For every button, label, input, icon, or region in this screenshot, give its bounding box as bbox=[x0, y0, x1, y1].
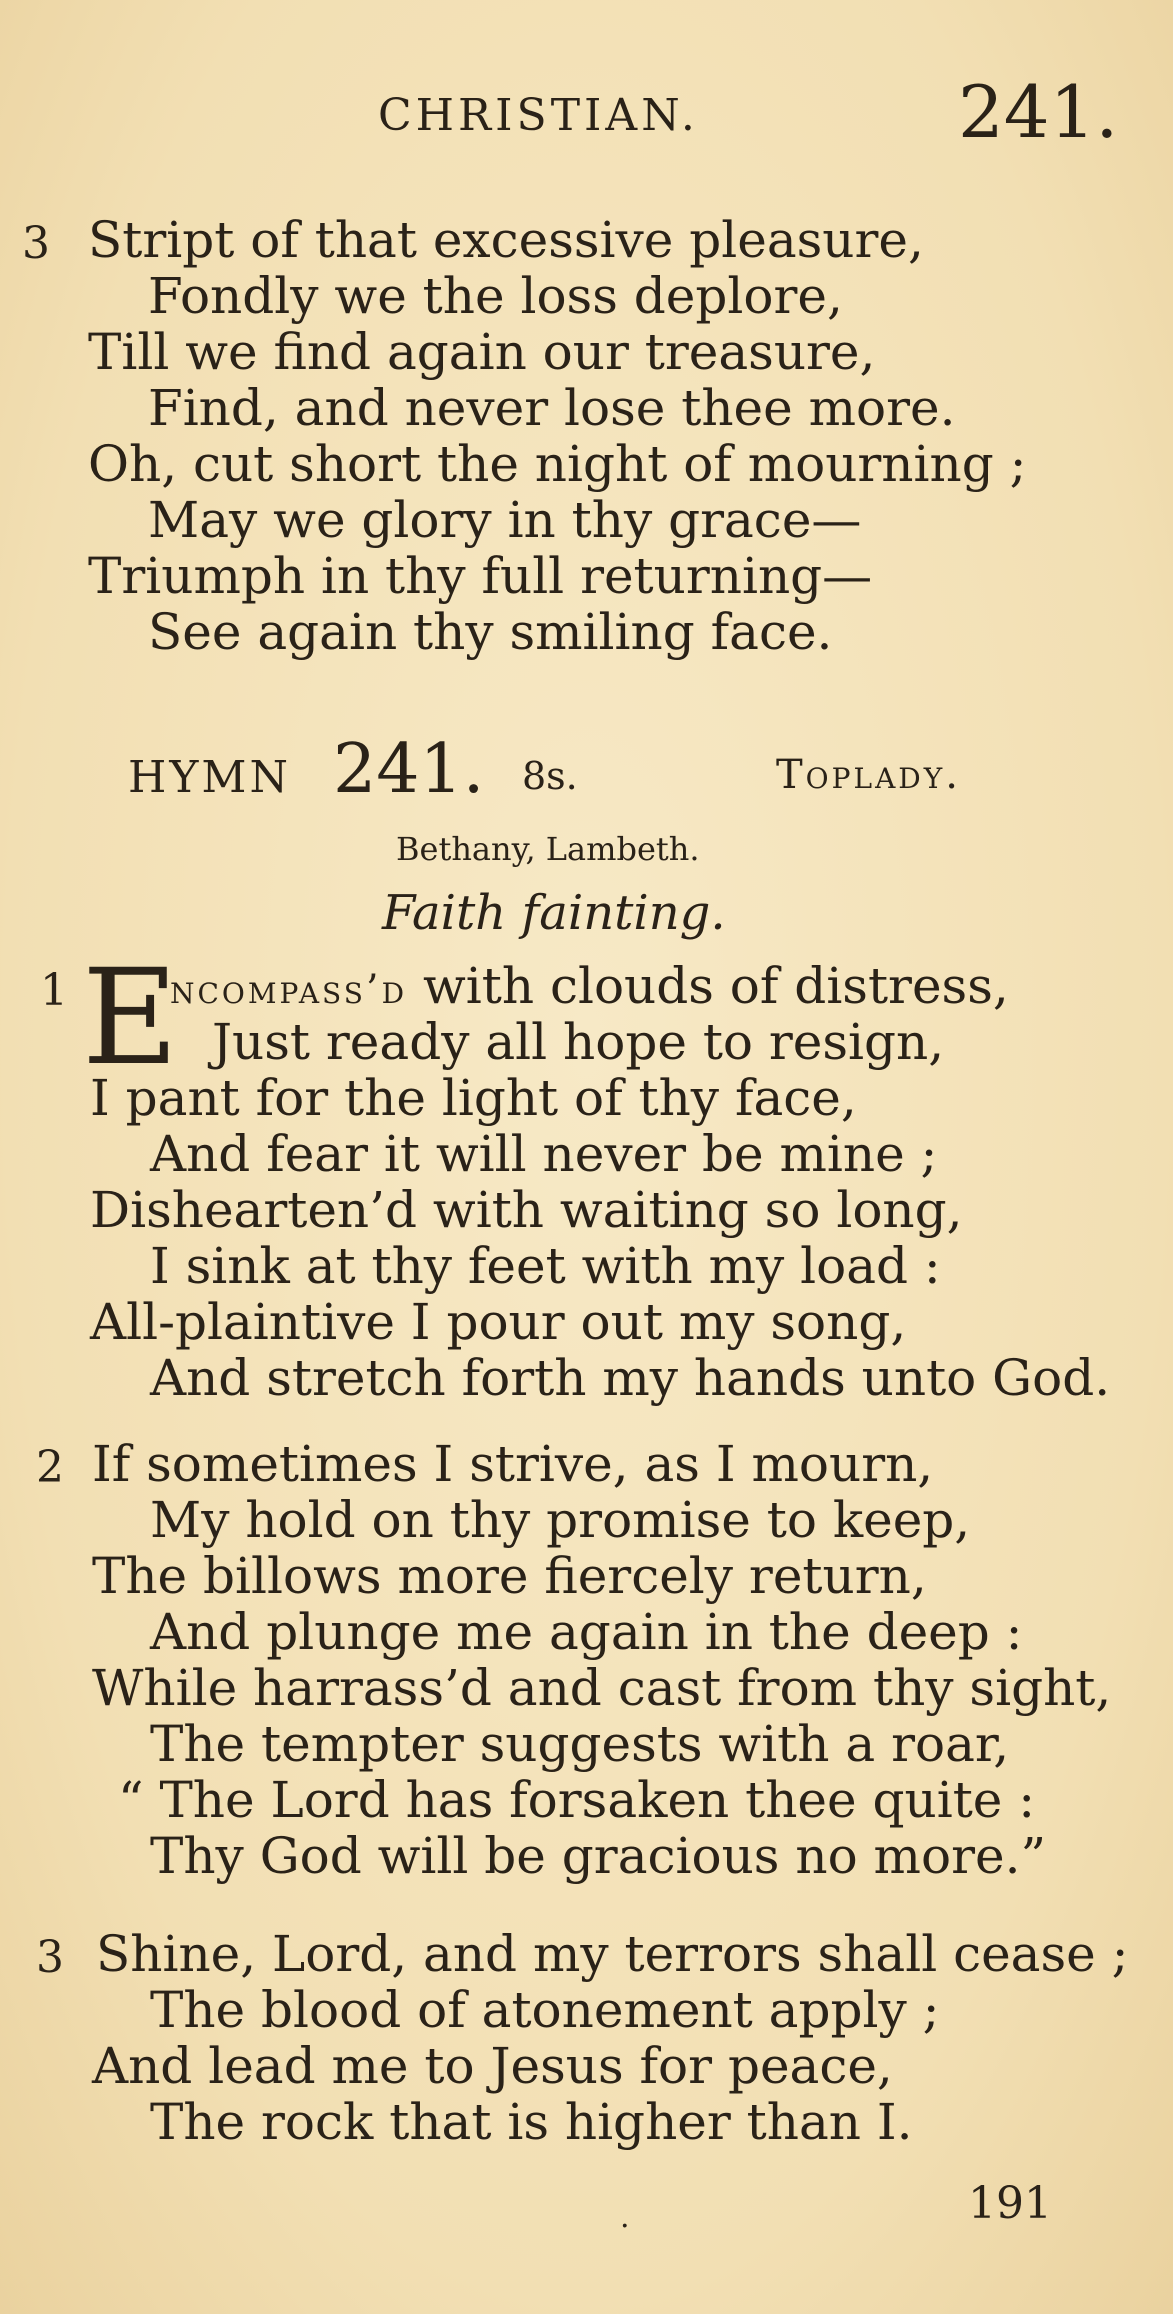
verse-line: The rock that is higher than I. bbox=[150, 2093, 913, 2151]
verse-line: If sometimes I strive, as I mourn, bbox=[92, 1435, 934, 1493]
verse-line: Just ready all hope to resign, bbox=[212, 1013, 945, 1071]
small-caps-word: ncompass’d bbox=[170, 967, 408, 1013]
verse-number: 3 bbox=[22, 218, 50, 269]
footer-dot: . bbox=[620, 2200, 630, 2235]
verse-line: Oh, cut short the night of mourning ; bbox=[88, 435, 1027, 493]
verse-line: And stretch forth my hands unto God. bbox=[150, 1349, 1111, 1407]
verse-number: 1 bbox=[40, 965, 68, 1016]
signature-mark: 191 bbox=[968, 2178, 1052, 2229]
running-head-title: CHRISTIAN. bbox=[378, 90, 699, 141]
verse-line: Dishearten’d with waiting so long, bbox=[90, 1181, 963, 1239]
verse-line: See again thy smiling face. bbox=[148, 603, 833, 661]
first-line-rest: with clouds of distress, bbox=[407, 957, 1009, 1015]
page-number: 241. bbox=[958, 70, 1119, 154]
hymn-meter: 8s. bbox=[522, 754, 578, 798]
verse-line: The tempter suggests with a roar, bbox=[150, 1715, 1010, 1773]
hymn-subtitle: Faith fainting. bbox=[382, 885, 726, 941]
verse-line: Stript of that excessive pleasure, bbox=[88, 211, 924, 269]
verse-line: Shine, Lord, and my terrors shall cease ; bbox=[96, 1925, 1129, 1983]
hymn-label: HYMN bbox=[128, 752, 291, 803]
verse-line: May we glory in thy grace— bbox=[148, 491, 862, 549]
verse-line: And fear it will never be mine ; bbox=[150, 1125, 938, 1183]
verse-line: “ The Lord has forsaken thee quite : bbox=[118, 1771, 1036, 1829]
verse-line: And plunge me again in the deep : bbox=[150, 1603, 1023, 1661]
verse-line: I pant for the light of thy face, bbox=[90, 1069, 857, 1127]
hymn-heading bbox=[0, 730, 1173, 810]
verse-first-line bbox=[170, 958, 1009, 1018]
verse-line: My hold on thy promise to keep, bbox=[150, 1491, 971, 1549]
verse-line: While harrass’d and cast from thy sight, bbox=[92, 1659, 1112, 1717]
verse-line: I sink at thy feet with my load : bbox=[150, 1237, 941, 1295]
verse-line: Find, and never lose thee more. bbox=[148, 379, 956, 437]
verse-number: 2 bbox=[36, 1442, 64, 1493]
verse-line: The billows more fiercely return, bbox=[92, 1547, 927, 1605]
verse-line: All-plaintive I pour out my song, bbox=[90, 1293, 907, 1351]
verse-line: The blood of atonement apply ; bbox=[150, 1981, 940, 2039]
drop-cap: E bbox=[82, 941, 179, 1095]
verse-line: Triumph in thy full returning— bbox=[88, 547, 873, 605]
verse-line: Till we find again our treasure, bbox=[88, 323, 876, 381]
verse-line: Fondly we the loss deplore, bbox=[148, 267, 843, 325]
verse-line: Thy God will be gracious no more.” bbox=[150, 1827, 1047, 1885]
verse-line: And lead me to Jesus for peace, bbox=[92, 2037, 893, 2095]
running-head bbox=[0, 70, 1173, 160]
verse-number: 3 bbox=[36, 1932, 64, 1983]
hymn-number: 241. bbox=[333, 730, 485, 809]
hymn-author: Toplady. bbox=[776, 752, 961, 798]
hymn-tunes: Bethany, Lambeth. bbox=[396, 830, 700, 868]
